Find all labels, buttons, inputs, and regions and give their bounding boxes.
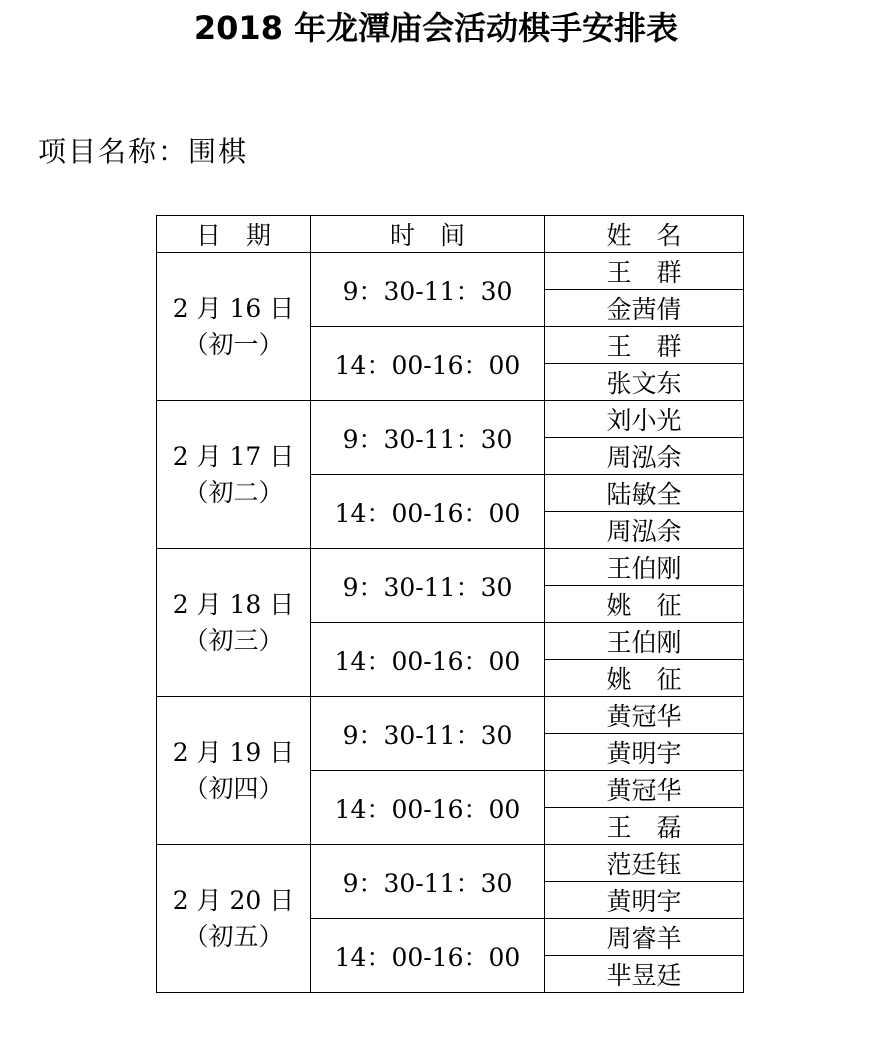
time-slot-cell: 14：00-16：00	[311, 771, 545, 845]
player-name-cell: 张文东	[545, 364, 744, 401]
project-label: 项目名称：围棋	[38, 135, 249, 168]
time-slot-cell: 9：30-11：30	[311, 845, 545, 919]
date-cell	[157, 845, 311, 993]
page-title: 2018 年龙潭庙会活动棋手安排表	[193, 9, 679, 47]
time-slot-cell: 14：00-16：00	[311, 623, 545, 697]
date-cell	[157, 253, 311, 401]
schedule-body	[157, 253, 744, 993]
schedule-table	[156, 215, 744, 993]
player-name-cell: 周泓余	[545, 438, 744, 475]
time-slot-cell: 9：30-11：30	[311, 401, 545, 475]
player-name-cell: 王 群	[545, 253, 744, 290]
player-name-cell: 王伯刚	[545, 623, 744, 660]
player-name-cell: 姚 征	[545, 660, 744, 697]
table-row	[157, 697, 744, 734]
table-row	[157, 401, 744, 438]
player-name-cell: 陆敏全	[545, 475, 744, 512]
date-text: 2 月 16 日	[172, 293, 295, 323]
date-cell	[157, 549, 311, 697]
player-name-cell: 黄冠华	[545, 697, 744, 734]
lunar-date-text: （初四）	[183, 773, 284, 803]
player-name-cell: 姚 征	[545, 586, 744, 623]
player-name-cell: 黄冠华	[545, 771, 744, 808]
time-slot-cell: 14：00-16：00	[311, 475, 545, 549]
lunar-date-text: （初二）	[183, 477, 284, 507]
header-date: 日 期	[157, 216, 311, 253]
header-row	[157, 216, 744, 253]
lunar-date-text: （初一）	[183, 329, 284, 359]
date-text: 2 月 20 日	[172, 885, 295, 915]
date-cell	[157, 401, 311, 549]
time-slot-cell: 9：30-11：30	[311, 549, 545, 623]
header-name: 姓 名	[545, 216, 744, 253]
time-slot-cell: 9：30-11：30	[311, 253, 545, 327]
player-name-cell: 黄明宇	[545, 882, 744, 919]
player-name-cell: 刘小光	[545, 401, 744, 438]
player-name-cell: 芈昱廷	[545, 956, 744, 993]
date-text: 2 月 18 日	[172, 589, 295, 619]
player-name-cell: 周泓余	[545, 512, 744, 549]
table-row	[157, 549, 744, 586]
date-text: 2 月 17 日	[172, 441, 295, 471]
time-slot-cell: 14：00-16：00	[311, 919, 545, 993]
player-name-cell: 王伯刚	[545, 549, 744, 586]
time-slot-cell: 9：30-11：30	[311, 697, 545, 771]
header-time: 时 间	[311, 216, 545, 253]
time-slot-cell: 14：00-16：00	[311, 327, 545, 401]
player-name-cell: 金茜倩	[545, 290, 744, 327]
player-name-cell: 周睿羊	[545, 919, 744, 956]
player-name-cell: 王 磊	[545, 808, 744, 845]
date-text: 2 月 19 日	[172, 737, 295, 767]
player-name-cell: 王 群	[545, 327, 744, 364]
date-cell	[157, 697, 311, 845]
lunar-date-text: （初五）	[183, 921, 284, 951]
table-row	[157, 845, 744, 882]
lunar-date-text: （初三）	[183, 625, 284, 655]
player-name-cell: 范廷钰	[545, 845, 744, 882]
player-name-cell: 黄明宇	[545, 734, 744, 771]
table-row	[157, 253, 744, 290]
